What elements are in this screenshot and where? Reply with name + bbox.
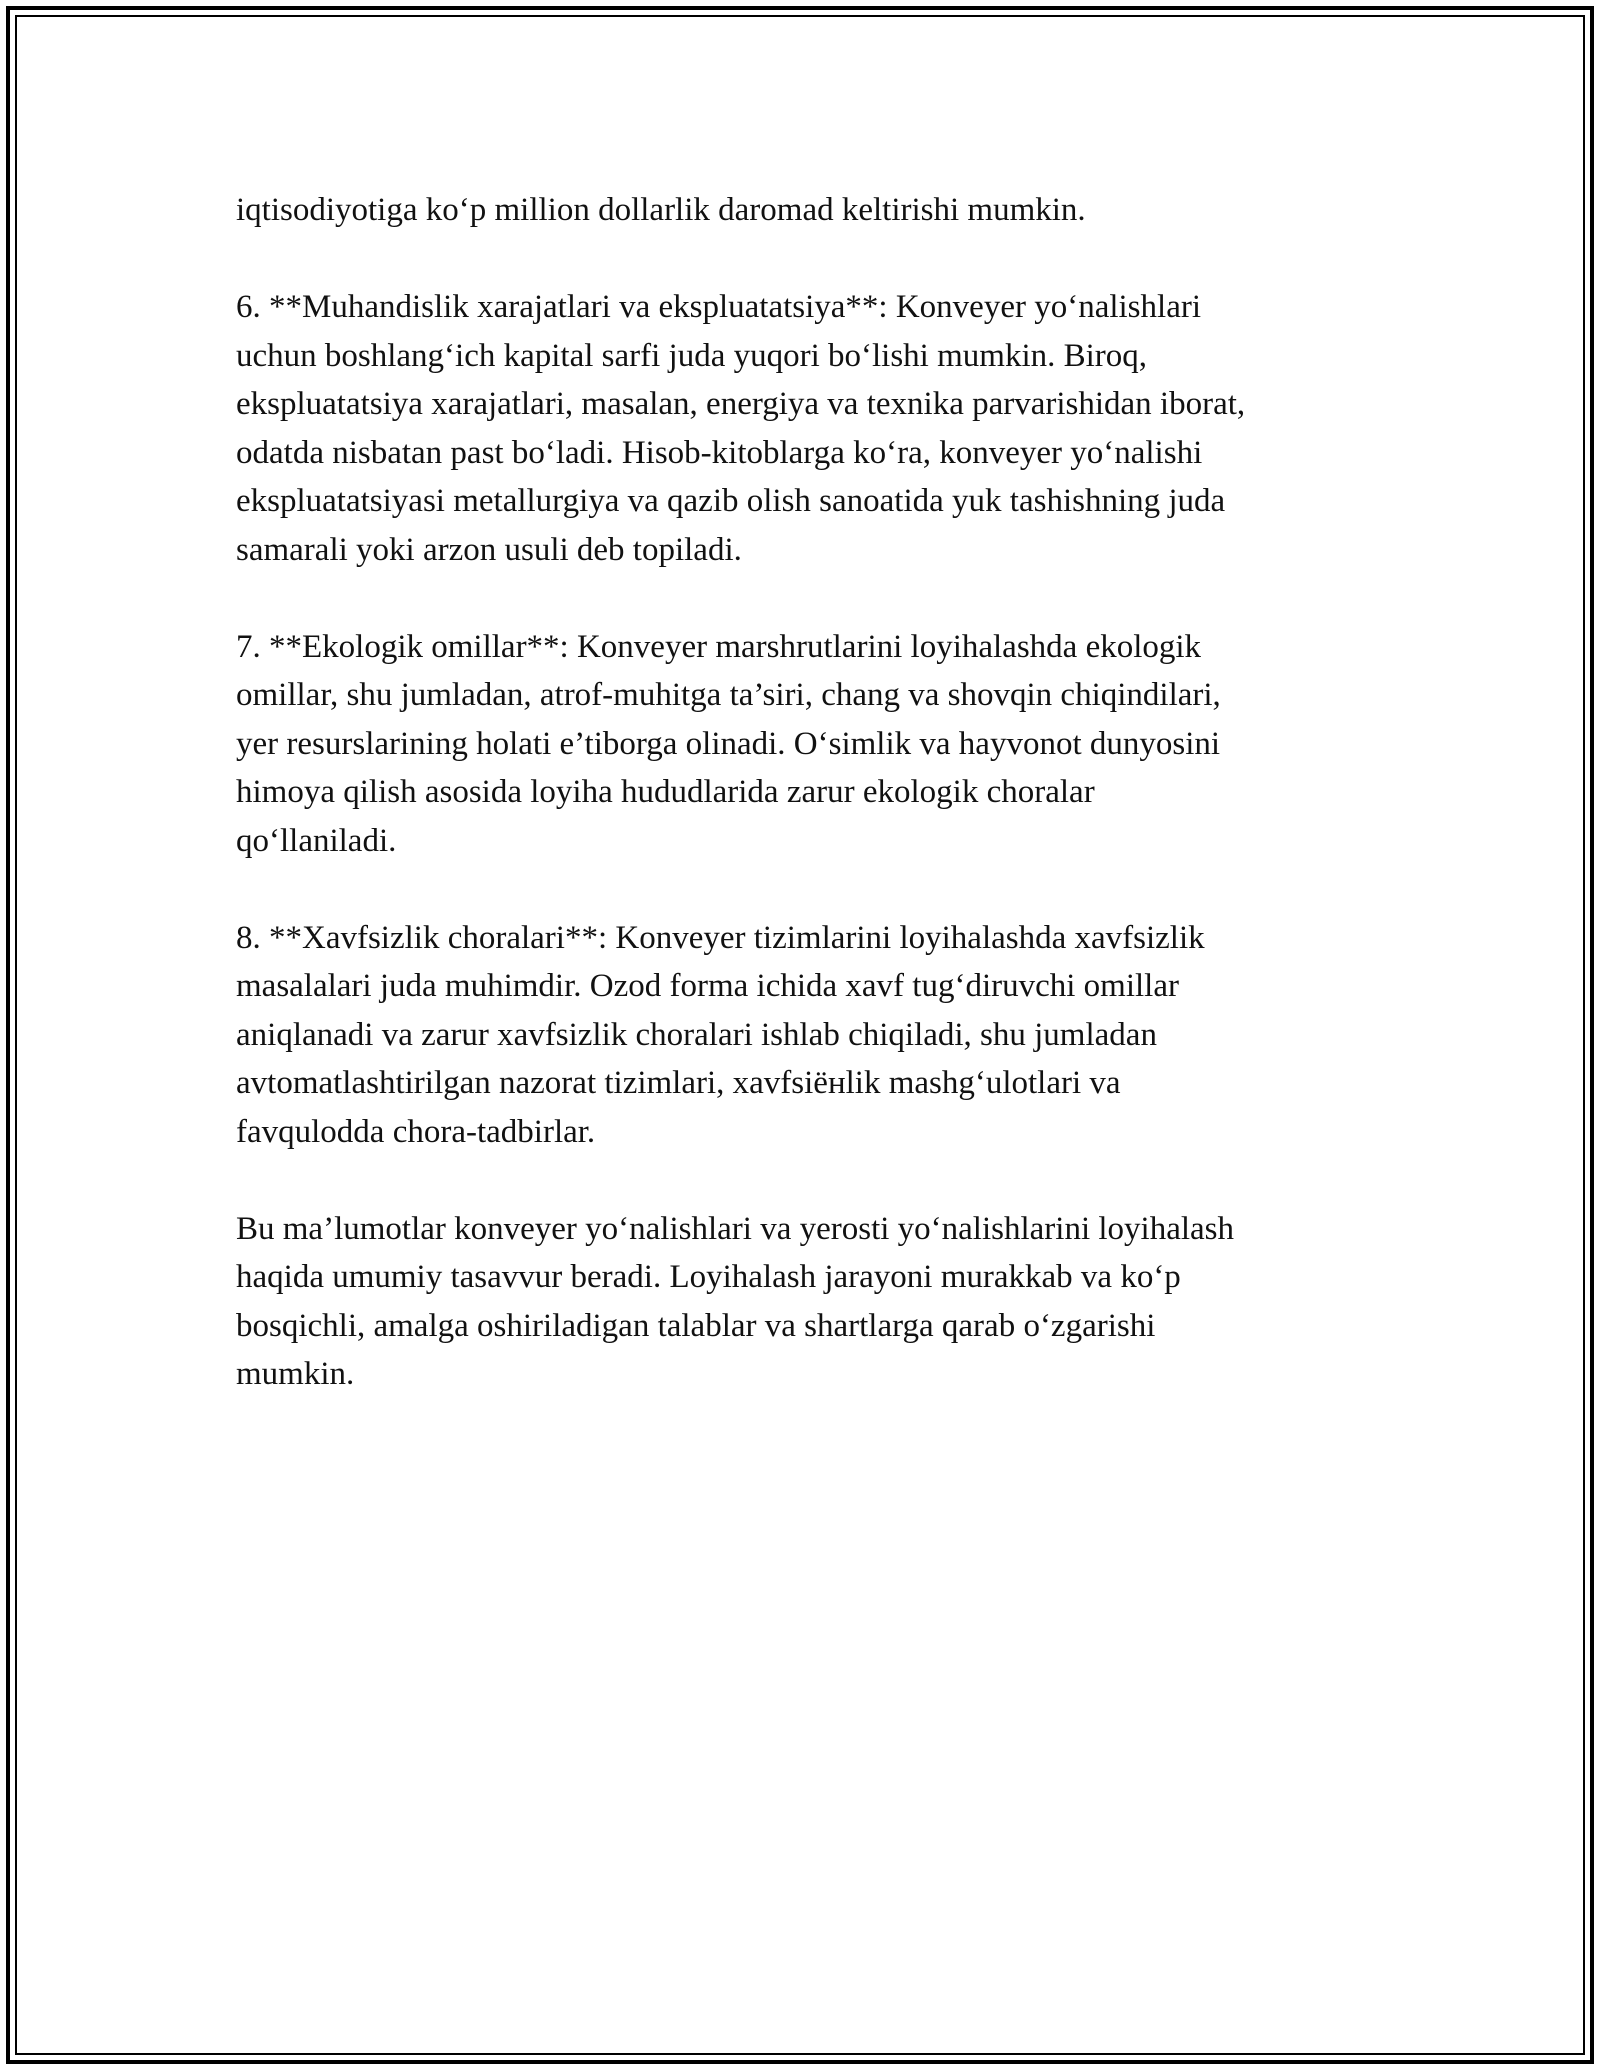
- document-body: [236, 186, 1386, 1447]
- paragraph-conclusion: Bu ma’lumotlar konveyer yo‘nalishlari va yerosti yo‘nalishlarini loyihalash haqida umumiy tasavvur beradi. Loyihalash jarayoni murakkab va ko‘p bosqichli, amalga oshiriladigan talablar va shartlarga qarab o‘zgarishi mumkin.: [236, 1210, 1235, 1392]
- paragraph-engineering-costs: 6. **Muhandislik xarajatlari va ekspluatatsiya**: Konveyer yo‘nalishlari uchun boshlang‘ich kapital sarfi juda yuqori bo‘lishi mumkin. Biroq, ekspluatatsiya xarajatlari, masalan, energiya va texnika parvarishidan iborat, odatda nisbatan past bo‘ladi. Hisob-kitoblarga ko‘ra, konveyer yo‘nalishi ekspluatatsiyasi metallurgiya va qazib olish sanoatida yuk tashishning juda samarali yoki arzon usuli deb topiladi.: [236, 289, 1246, 568]
- paragraph-continuation: iqtisodiyotiga ko‘p million dollarlik daromad keltirishi mumkin.: [236, 192, 1086, 228]
- paragraph-safety-measures: 8. **Xavfsizlik choralari**: Konveyer tizimlarini loyihalashda xavfsizlik masalalari juda muhimdir. Ozod forma ichida xavf tug‘diruvchi omillar aniqlanadi va zarur xavfsizlik choralari ishlab chiqiladi, shu jumladan avtomatlashtirilgan nazorat tizimlari, xavfsiёнlik mashg‘ulotlari va favqulodda chora-tadbirlar.: [236, 919, 1205, 1150]
- paragraph-ecological-factors: 7. **Ekologik omillar**: Konveyer marshrutlarini loyihalashda ekologik omillar, shu jumladan, atrof-muhitga ta’siri, chang va shovqin chiqindilari, yer resurslarining holati e’tiborga olinadi. O‘simlik va hayvonot dunyosini himoya qilish asosida loyiha hududlarida zarur ekologik choralar qo‘llaniladi.: [236, 628, 1221, 859]
